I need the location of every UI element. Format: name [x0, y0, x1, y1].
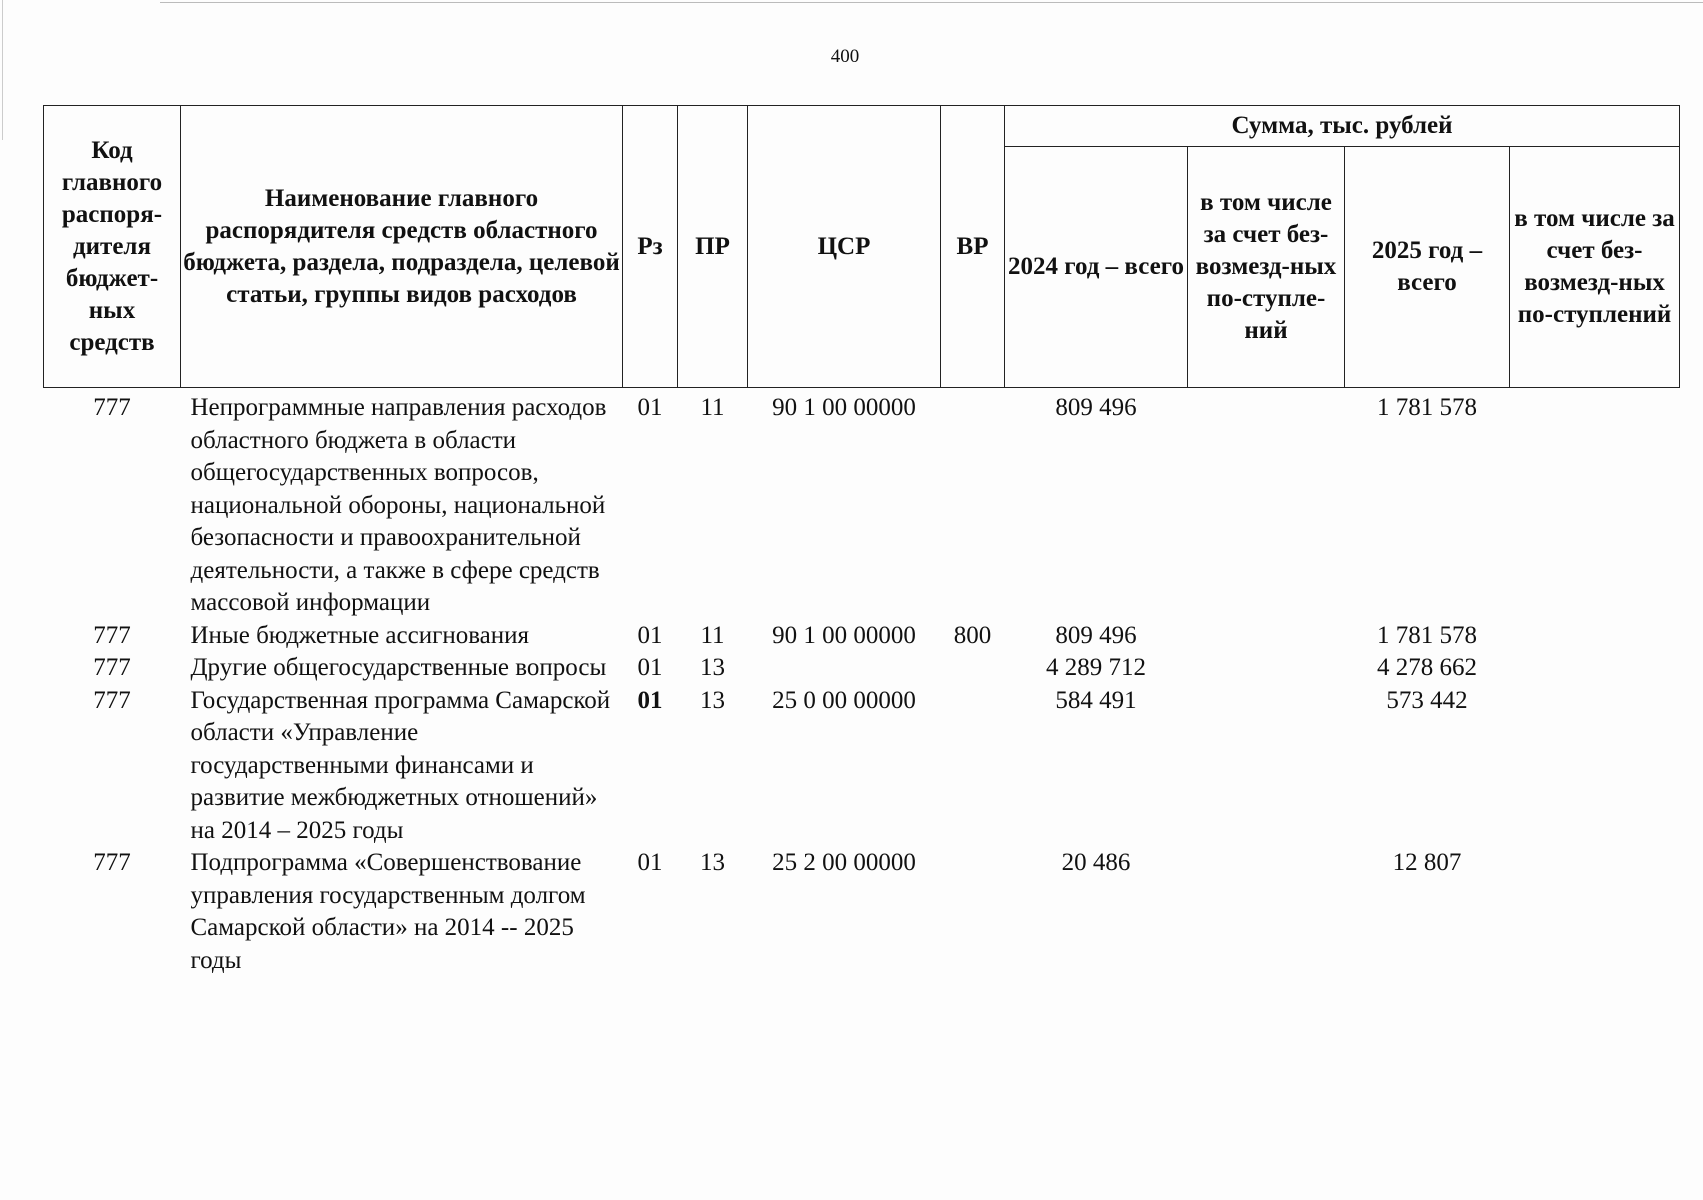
header-pr: ПР	[678, 106, 748, 388]
cell-2024-grants	[1188, 388, 1345, 620]
cell-code: 777	[93, 621, 131, 649]
cell-csr: 25 2 00 00000	[772, 849, 916, 876]
cell-csr: 90 1 00 00000	[772, 621, 916, 649]
cell-2025-grants	[1510, 847, 1680, 977]
page-left-edge	[2, 0, 3, 140]
header-2025-grants: в том числе за счет без-возмезд-ных по-ступлений	[1510, 147, 1680, 388]
cell-2024-total: 20 486	[1061, 849, 1131, 876]
table-body	[44, 388, 1680, 978]
cell-pr: 13	[700, 849, 725, 876]
header-2025-total: 2025 год – всего	[1345, 147, 1510, 388]
cell-code: 777	[93, 686, 131, 714]
cell-name: Непрограммные направления расходов областного бюджета в области общегосударственных вопросов, национальной обороны, национальной безопасности и правоохранительной деятельности, а также в сфере средств массовой информации	[190, 394, 607, 616]
cell-2025-grants	[1510, 388, 1680, 620]
cell-vr	[941, 388, 1005, 620]
cell-2025-total: 1 781 578	[1377, 621, 1477, 649]
cell-2025-total: 1 781 578	[1377, 394, 1477, 421]
header-name: Наименование главного распорядителя средств областного бюджета, раздела, подраздела, целевой статьи, группы видов расходов	[181, 106, 623, 388]
header-vr: ВР	[941, 106, 1005, 388]
table-row	[44, 847, 1680, 977]
cell-vr: 800	[953, 621, 992, 649]
header-rz: Рз	[623, 106, 678, 388]
cell-code: 777	[93, 394, 131, 421]
cell-csr: 90 1 00 00000	[772, 394, 916, 421]
cell-2025-grants	[1510, 685, 1680, 848]
header-code: Код главного распоря-дителя бюджет-ных средств	[44, 106, 181, 388]
cell-name: Иные бюджетные ассигнования	[190, 621, 530, 649]
table-row	[44, 620, 1680, 653]
budget-table-container	[43, 105, 1679, 977]
cell-pr: 11	[700, 621, 725, 649]
table-header	[44, 106, 1680, 388]
cell-code: 777	[93, 849, 131, 876]
cell-pr: 11	[700, 394, 725, 421]
table-row	[44, 388, 1680, 620]
cell-rz: 01	[637, 394, 663, 421]
cell-code: 777	[93, 654, 131, 681]
page-number: 400	[830, 46, 860, 67]
page-top-rule	[160, 2, 1703, 3]
header-2024-total: 2024 год – всего	[1005, 147, 1188, 388]
cell-rz: 01	[637, 849, 663, 876]
cell-2024-total: 4 289 712	[1046, 654, 1146, 681]
cell-2024-grants	[1188, 685, 1345, 848]
cell-2025-total: 573 442	[1386, 686, 1468, 714]
cell-name: Другие общегосударственные вопросы	[190, 654, 607, 681]
header-sum-title: Сумма, тыс. рублей	[1005, 106, 1680, 147]
cell-rz: 01	[637, 621, 663, 649]
budget-table	[43, 105, 1680, 977]
cell-pr: 13	[700, 654, 725, 681]
cell-vr	[941, 847, 1005, 977]
cell-vr	[941, 685, 1005, 848]
cell-2025-total: 12 807	[1392, 849, 1462, 876]
cell-2025-grants	[1510, 652, 1680, 685]
cell-2025-total: 4 278 662	[1377, 654, 1477, 681]
header-csr: ЦСР	[748, 106, 941, 388]
cell-vr	[941, 652, 1005, 685]
table-row	[44, 685, 1680, 848]
cell-2024-total: 809 496	[1055, 394, 1137, 421]
table-row	[44, 652, 1680, 685]
cell-2024-grants	[1188, 847, 1345, 977]
cell-pr: 13	[700, 686, 725, 714]
cell-rz: 01	[637, 686, 663, 714]
cell-2024-total: 809 496	[1055, 621, 1137, 649]
cell-name: Подпрограмма «Совершенствование управления государственным долгом Самарской области» на 2014 -- 2025 годы	[190, 849, 586, 974]
cell-2025-grants	[1510, 620, 1680, 653]
cell-2024-grants	[1188, 652, 1345, 685]
cell-name: Государственная программа Самарской области «Управление государственными финансами и развитие межбюджетных отношений» на 2014 – 2025 годы	[190, 686, 611, 844]
cell-2024-grants	[1188, 620, 1345, 653]
header-2024-grants: в том числе за счет без-возмезд-ных по-ступле-ний	[1188, 147, 1345, 388]
cell-csr: 25 0 00 00000	[772, 686, 916, 714]
cell-2024-total: 584 491	[1055, 686, 1137, 714]
cell-csr	[748, 652, 941, 685]
cell-rz: 01	[637, 654, 663, 681]
